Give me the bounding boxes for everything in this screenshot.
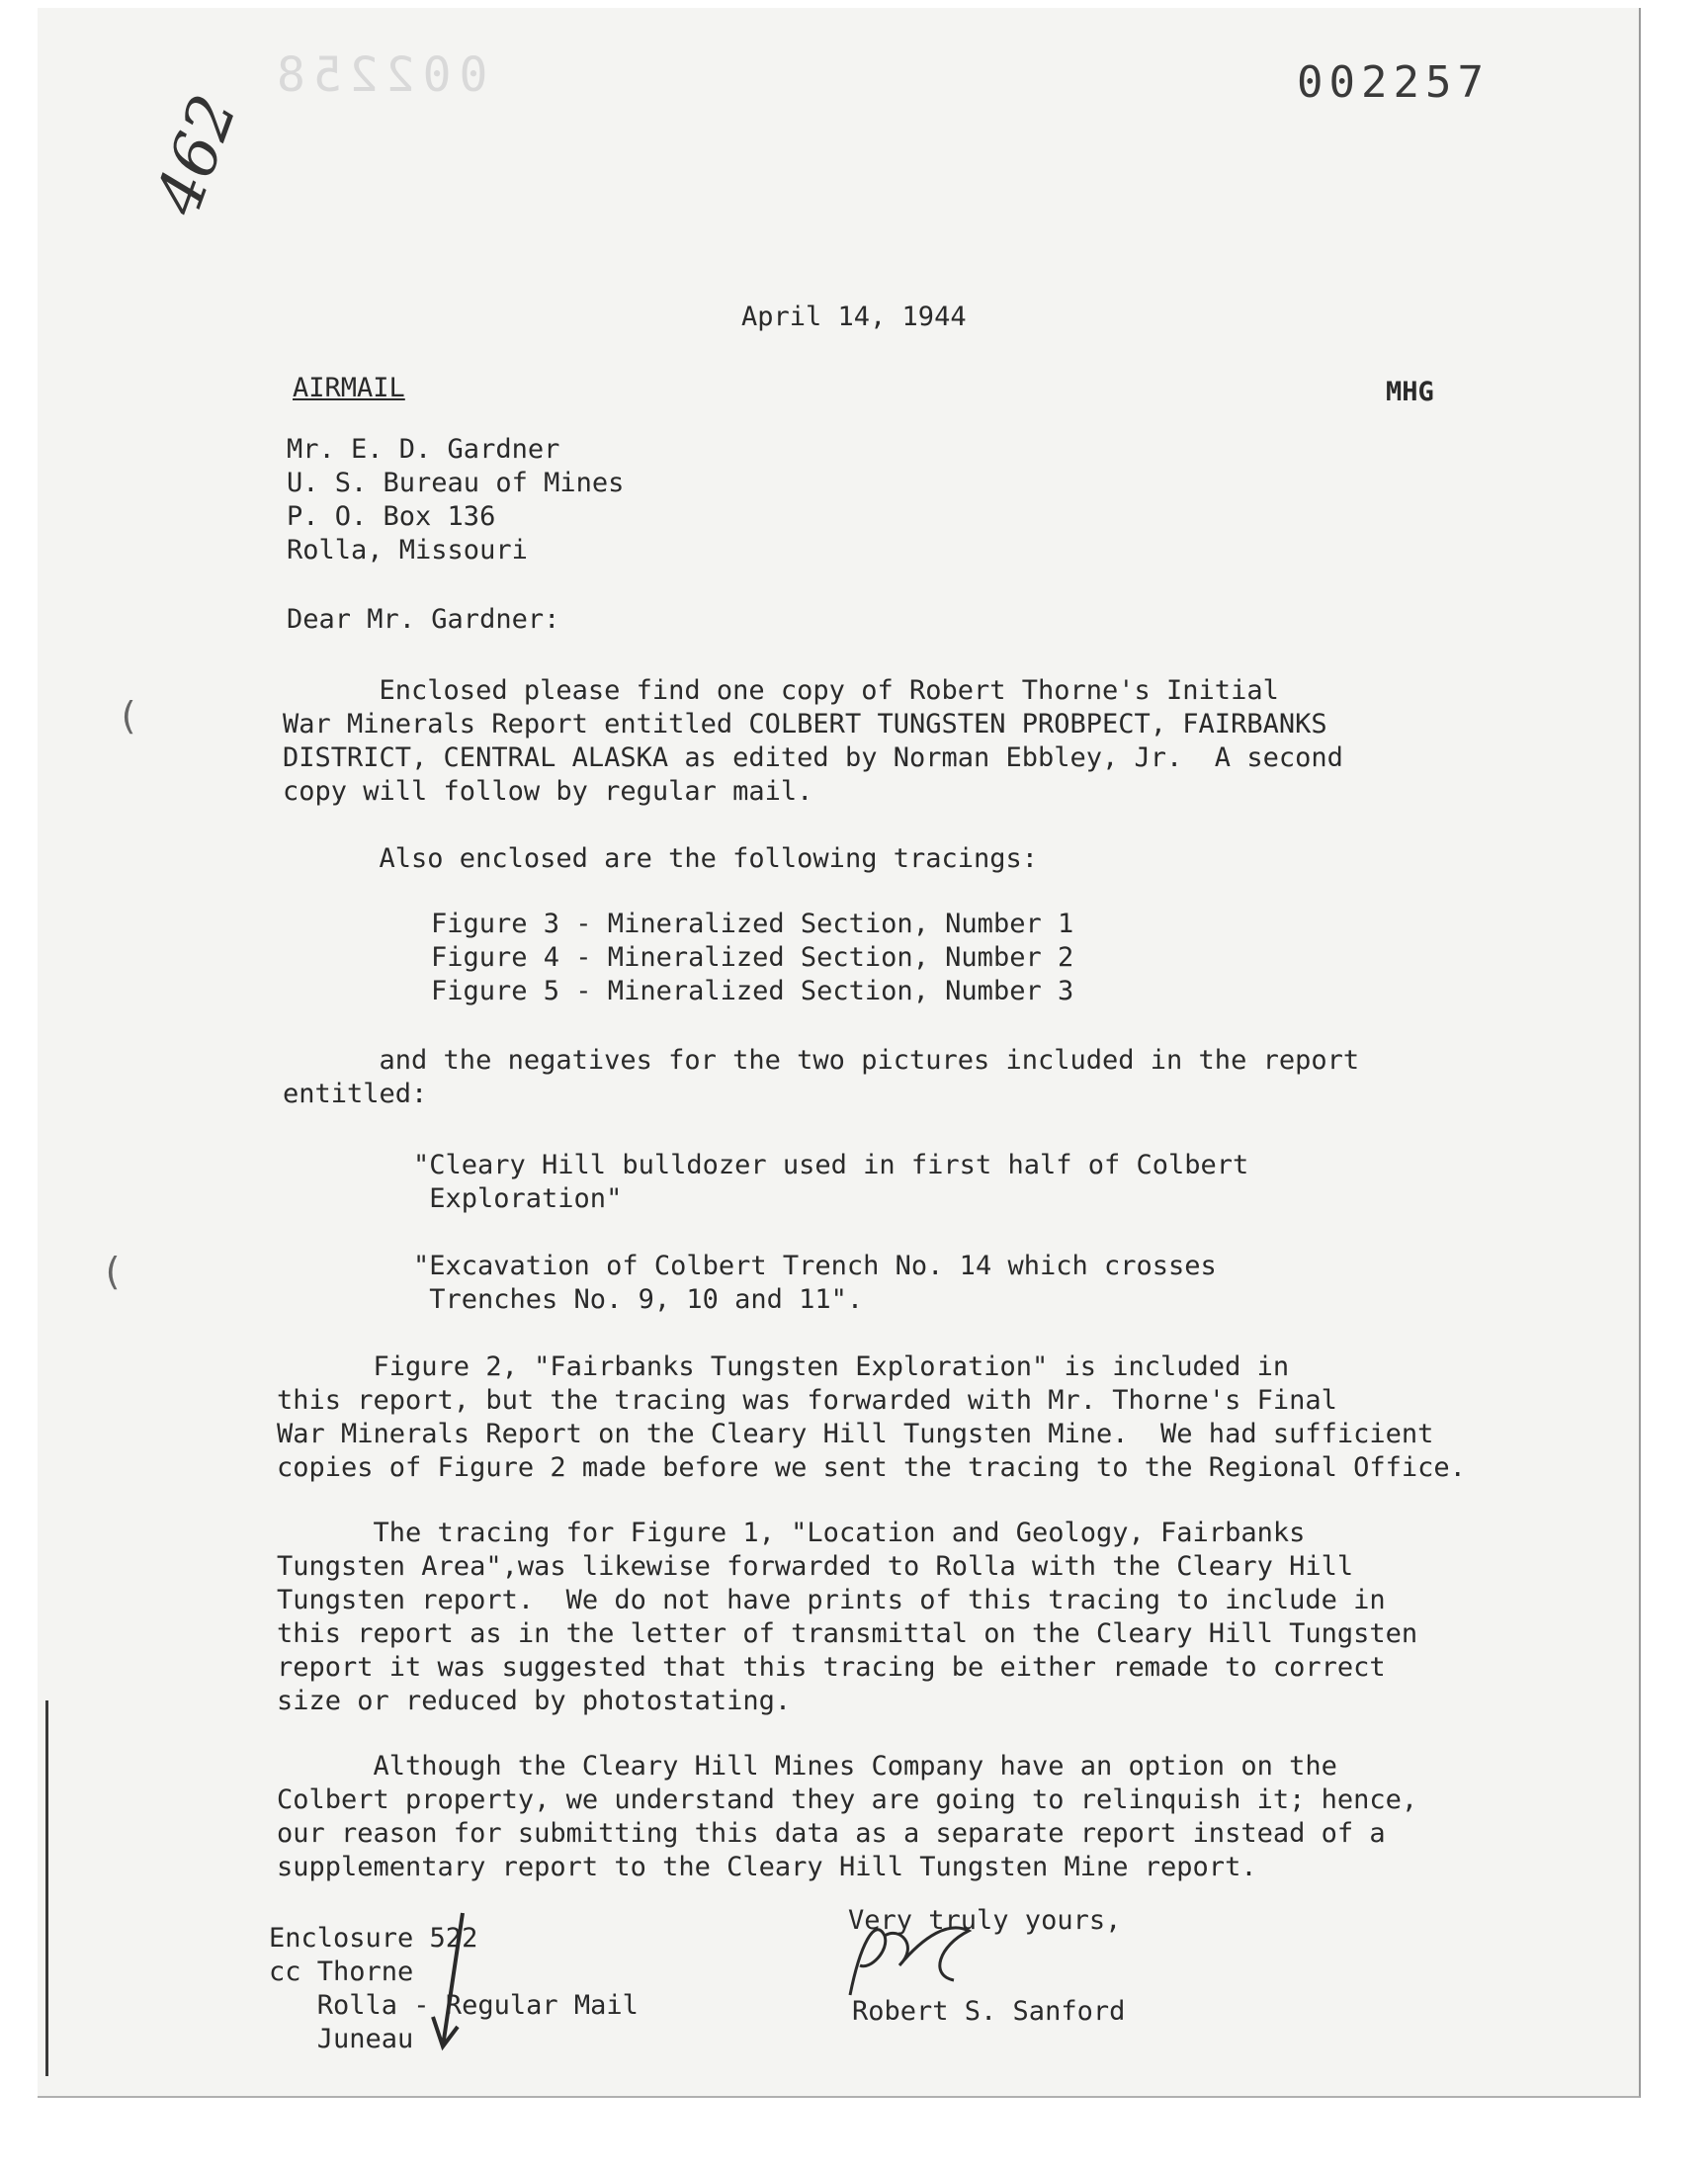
paragraph-line: copies of Figure 2 made before we sent the tracing to the Regional Office. <box>277 1452 1466 1483</box>
enclosure-line: Juneau <box>269 2024 414 2054</box>
ghost-doc-number: 002258 <box>269 47 488 103</box>
address-line: U. S. Bureau of Mines <box>287 468 625 498</box>
closing: Very truly yours, <box>848 1905 1122 1936</box>
figure-item: Figure 4 - Mineralized Section, Number 2 <box>431 942 1074 973</box>
address-line: Mr. E. D. Gardner <box>287 434 560 465</box>
paragraph-line: size or reduced by photostating. <box>277 1686 792 1716</box>
salutation: Dear Mr. Gardner: <box>287 604 560 635</box>
page-edge-line <box>45 1700 48 2076</box>
paragraph-line: Although the Cleary Hill Mines Company have an option on the <box>277 1751 1337 1782</box>
paragraph-line: War Minerals Report on the Cleary Hill Tungsten Mine. We had sufficient <box>277 1419 1434 1449</box>
doc-number: 002257 <box>1297 57 1490 108</box>
enclosure-line: cc Thorne <box>269 1957 414 1987</box>
checkmark-icon <box>423 1908 482 2056</box>
signature-icon <box>830 1906 998 2005</box>
paragraph-line: Enclosed please find one copy of Robert Thorne's Initial <box>283 675 1279 706</box>
paragraph-line: War Minerals Report entitled COLBERT TUNGSTEN PROBPECT, FAIRBANKS <box>283 709 1327 740</box>
figure-item: Figure 3 - Mineralized Section, Number 1 <box>431 909 1074 939</box>
paragraph-line: supplementary report to the Cleary Hill Tungsten Mine report. <box>277 1852 1257 1882</box>
caption-line: Trenches No. 9, 10 and 11". <box>413 1284 864 1315</box>
paragraph-line: Tungsten report. We do not have prints of this tracing to include in <box>277 1585 1386 1615</box>
paragraph-line: this report as in the letter of transmittal on the Cleary Hill Tungsten <box>277 1618 1418 1649</box>
figure-item: Figure 5 - Mineralized Section, Number 3 <box>431 976 1074 1006</box>
airmail-label: AIRMAIL <box>293 373 405 403</box>
paragraph-line: DISTRICT, CENTRAL ALASKA as edited by Norman Ebbley, Jr. A second <box>283 742 1343 773</box>
enclosure-line: Rolla - Regular Mail <box>269 1990 639 2021</box>
paragraph-line: this report, but the tracing was forwarded with Mr. Thorne's Final <box>277 1385 1337 1416</box>
paragraph-line: copy will follow by regular mail. <box>283 776 813 807</box>
paragraph-line: and the negatives for the two pictures included in the report <box>283 1045 1360 1076</box>
caption-line: "Cleary Hill bulldozer used in first half of Colbert <box>413 1150 1249 1180</box>
address-line: Rolla, Missouri <box>287 535 528 566</box>
paragraph-line: Colbert property, we understand they are going to relinquish it; hence, <box>277 1784 1418 1815</box>
caption-line: "Excavation of Colbert Trench No. 14 which crosses <box>413 1251 1217 1281</box>
paragraph-tracings: Also enclosed are the following tracings: <box>283 843 1039 874</box>
margin-mark: ( <box>101 1250 124 1293</box>
enclosure-line: Enclosure 522 <box>269 1923 478 1954</box>
paragraph-line: Figure 2, "Fairbanks Tungsten Exploration" is included in <box>277 1351 1290 1382</box>
initials: MHG <box>1386 377 1434 407</box>
paragraph-line: Tungsten Area",was likewise forwarded to Rolla with the Cleary Hill <box>277 1551 1354 1582</box>
paragraph-line: The tracing for Figure 1, "Location and Geology, Fairbanks <box>277 1518 1306 1548</box>
caption-line: Exploration" <box>413 1183 623 1214</box>
paragraph-line: report it was suggested that this tracing be either remade to correct <box>277 1652 1386 1683</box>
signer-name: Robert S. Sanford <box>852 1996 1126 2027</box>
letter-date: April 14, 1944 <box>741 302 967 332</box>
paragraph-line: entitled: <box>283 1079 428 1109</box>
handwritten-note: 462 <box>141 85 252 225</box>
address-line: P. O. Box 136 <box>287 501 496 532</box>
margin-mark: ( <box>117 694 139 738</box>
paragraph-line: our reason for submitting this data as a separate report instead of a <box>277 1818 1386 1849</box>
